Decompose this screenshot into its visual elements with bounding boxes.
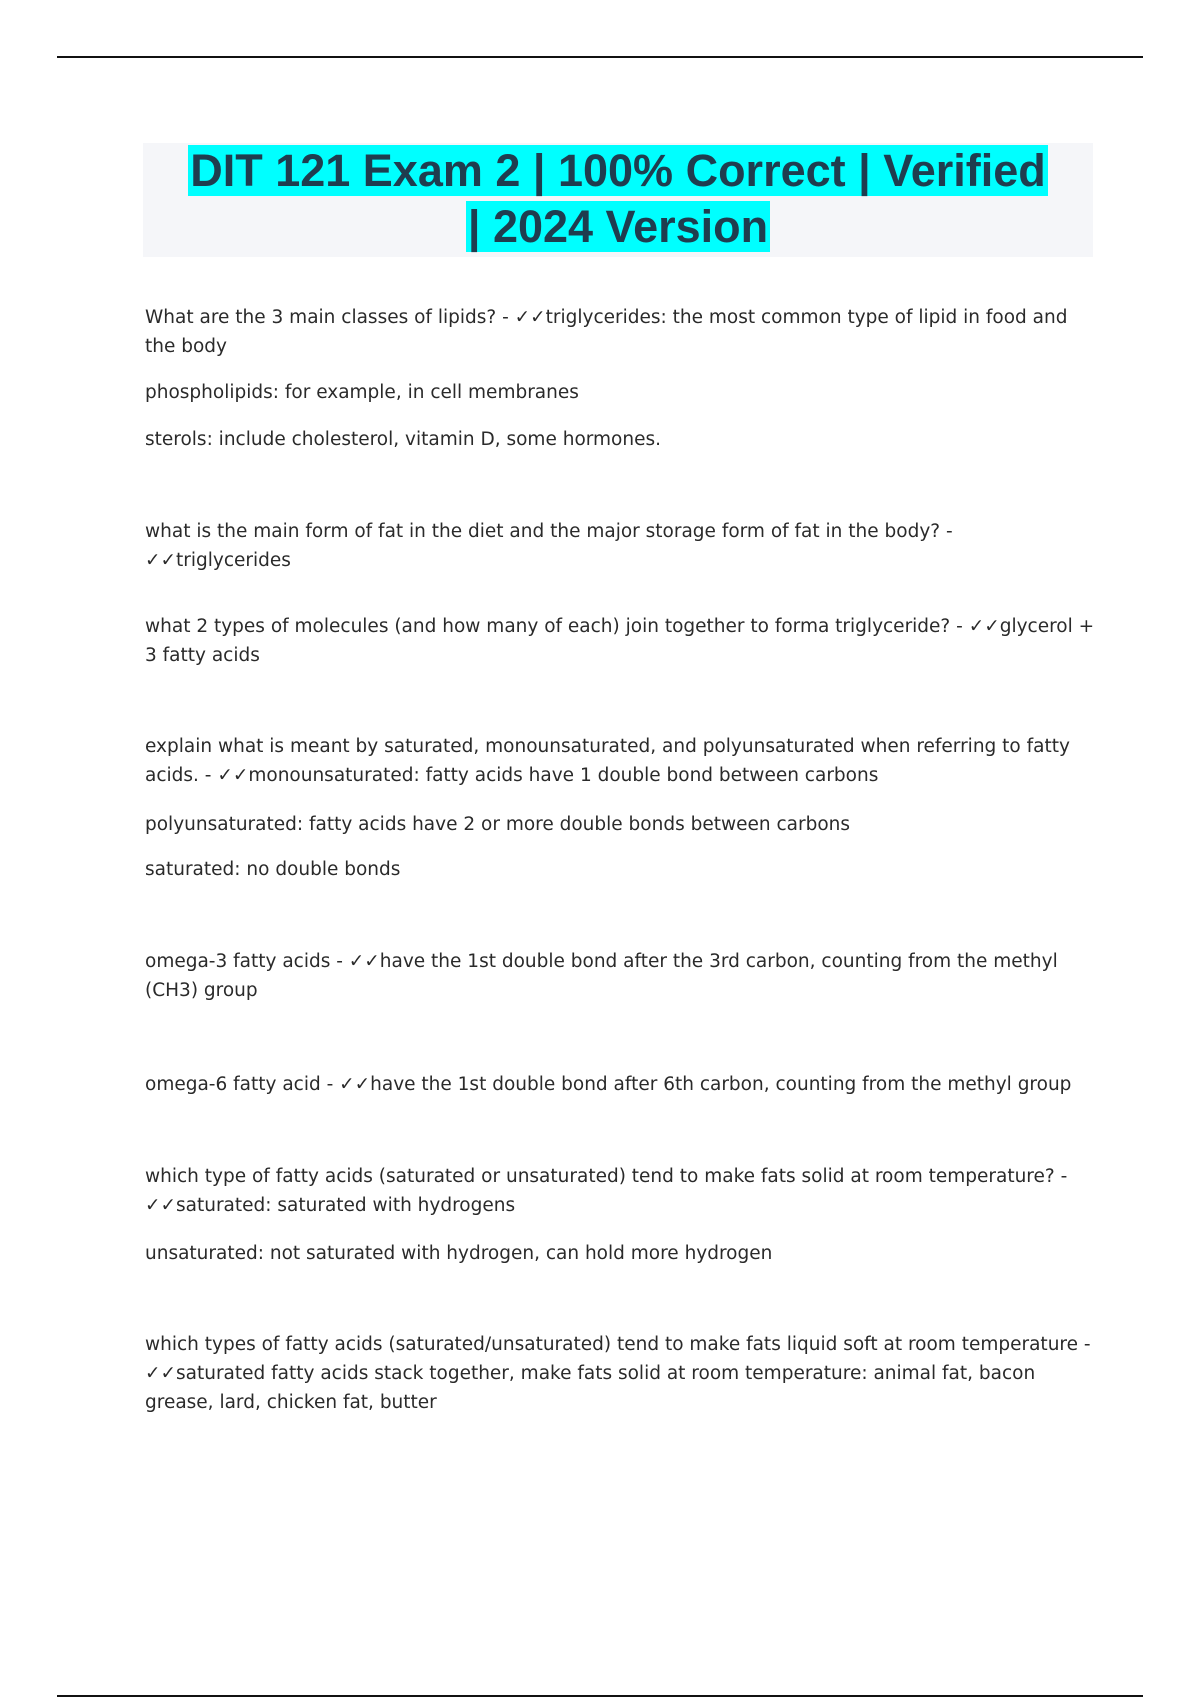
paragraph-polyunsaturated: polyunsaturated: fatty acids have 2 or more double bonds between carbons [145,814,851,835]
paragraph-phospholipids: phospholipids: for example, in cell membranes [145,382,579,403]
header-rule [57,56,1143,58]
paragraph-triglyceride-molecules: what 2 types of molecules (and how many of each) join together to forma triglyceride? - ✓✓glycerol + 3 fatty acids [145,616,1095,666]
page-title [143,143,1093,255]
paragraph-sterols: sterols: include cholesterol, vitamin D, some hormones. [145,429,662,450]
paragraph-saturation-explained: explain what is meant by saturated, monounsaturated, and polyunsaturated when referring to fatty acids. - ✓✓monounsaturated: fatty acids have 1 double bond between carbons [145,736,1070,786]
paragraph-saturated: saturated: no double bonds [145,859,401,880]
paragraph-solid-fats: which type of fatty acids (saturated or unsaturated) tend to make fats solid at room temperature? - ✓✓saturated: saturated with hydrogens [145,1166,1068,1216]
paragraph-liquid-fats: which types of fatty acids (saturated/unsaturated) tend to make fats liquid soft at room temperature - ✓✓saturated fatty acids stack together, make fats solid at room temperature: animal fat, bacon grease, lard, chicken fat, butter [145,1334,1091,1413]
paragraph-unsaturated: unsaturated: not saturated with hydrogen, can hold more hydrogen [145,1243,773,1264]
paragraph-lipid-classes: What are the 3 main classes of lipids? - ✓✓triglycerides: the most common type of lipid in food and the body [145,307,1068,357]
footer-rule [57,1695,1143,1697]
title-block [143,143,1093,257]
title-line-1: DIT 121 Exam 2 | 100% Correct | Verified [190,145,1046,196]
paragraph-omega-6: omega-6 fatty acid - ✓✓have the 1st double bond after 6th carbon, counting from the methyl group [145,1074,1072,1095]
paragraph-main-form-of-fat: what is the main form of fat in the diet and the major storage form of fat in the body? - ✓✓triglycerides [145,521,953,571]
paragraph-omega-3: omega-3 fatty acids - ✓✓have the 1st double bond after the 3rd carbon, counting from the methyl (CH3) group [145,951,1058,1001]
title-line-2: | 2024 Version [467,201,769,252]
